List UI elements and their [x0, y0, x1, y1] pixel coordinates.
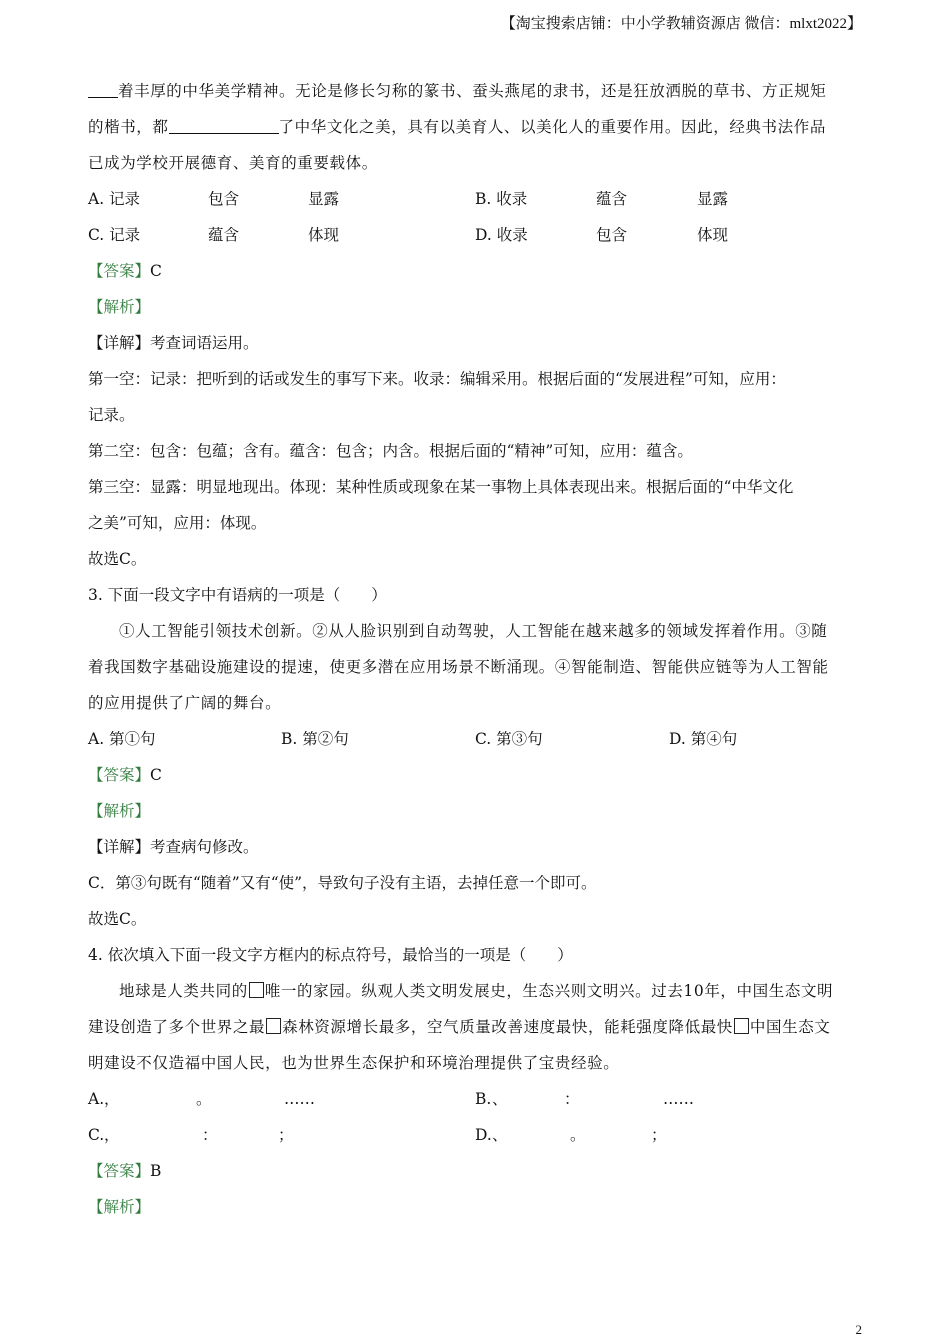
option-word: 包含	[208, 190, 240, 208]
page-number: 2	[855, 1322, 862, 1337]
q2-answer	[88, 256, 862, 292]
q4-option-row	[88, 1120, 862, 1156]
answer-tag: 【答案】	[88, 1162, 151, 1180]
q2-option-a: A. 记录	[88, 190, 141, 208]
option-mark: 。	[196, 1090, 212, 1108]
analysis-tag: 【解析】	[88, 298, 151, 316]
option-mark: ：	[202, 1126, 218, 1144]
punctuation-box	[734, 1018, 749, 1034]
q3-option-d: D. 第④句	[669, 730, 738, 748]
q2-explanation-1: 第一空：记录：把听到的话或发生的事写下来。收录：编辑采用。根据后面的“发展进程”可知，应用：	[88, 370, 786, 388]
q2-text-line-3: 已成为学校开展德育、美育的重要载体。	[88, 154, 378, 172]
option-word: 包含	[596, 226, 628, 244]
q3-option-a: A. 第①句	[88, 730, 156, 748]
q2-option-b: B. 收录	[475, 190, 528, 208]
page-header: 【淘宝搜索店铺：中小学教辅资源店 微信：mlxt2022】	[500, 16, 862, 32]
option-mark: 、	[492, 1126, 508, 1144]
q2-explanation-1-cont: 记录。	[88, 406, 135, 424]
q2-explanation-2: 第二空：包含：包蕴；含有。蕴含：包含；内含。根据后面的“精神”可知，应用：蕴含。	[88, 442, 693, 460]
option-word: 显露	[308, 190, 340, 208]
q2-analysis-tag	[88, 292, 862, 328]
q4-passage-line-3: 明建设不仅造福中国人民，也为世界生态保护和环境治理提供了宝贵经验。	[88, 1054, 620, 1072]
q2-text-line-2: 的楷书，都 了中华文化之美，具有以美育人、以美化人的重要作用。因此，经典书法作品	[88, 112, 862, 148]
q3-option-b: B. 第②句	[281, 730, 349, 748]
option-mark: ……	[663, 1090, 694, 1108]
option-mark: ；	[651, 1126, 667, 1144]
option-word: 蕴含	[596, 190, 628, 208]
detail-tag: 【详解】	[88, 334, 151, 352]
q2-option-d: D. 收录	[475, 226, 528, 244]
punctuation-box	[249, 982, 264, 998]
q4-analysis-tag	[88, 1192, 862, 1228]
q2-option-c: C. 记录	[88, 226, 141, 244]
q2-explanation-3: 第三空：显露：明显地现出。体现：某种性质或现象在某一事物上具体表现出来。根据后面的“中华文化	[88, 478, 794, 496]
q4-option-a: A.	[88, 1090, 105, 1108]
q2-option-row	[88, 220, 862, 256]
q4-stem: 4. 依次填入下面一段文字方框内的标点符号，最恰当的一项是（ ）	[88, 946, 573, 964]
q3-stem: 3. 下面一段文字中有语病的一项是（ ）	[88, 586, 387, 604]
option-mark: ，	[104, 1126, 120, 1144]
analysis-tag: 【解析】	[88, 1198, 151, 1216]
q2-detail	[88, 328, 862, 364]
analysis-tag: 【解析】	[88, 802, 151, 820]
answer-value: B	[150, 1162, 162, 1180]
q3-conclusion: 故选C。	[88, 910, 147, 928]
q4-answer	[88, 1156, 862, 1192]
q3-option-c: C. 第③句	[475, 730, 543, 748]
q2-conclusion: 故选C。	[88, 550, 147, 568]
answer-value: C	[150, 262, 162, 280]
option-word: 体现	[697, 226, 729, 244]
option-mark: 、	[492, 1090, 508, 1108]
option-word: 蕴含	[208, 226, 240, 244]
q3-option-row	[88, 724, 862, 760]
q3-passage-line-2: 着我国数字基础设施建设的提速，使更多潜在应用场景不断涌现。④智能制造、智能供应链等为人工智能	[88, 658, 829, 676]
q2-explanation-3-cont: 之美”可知，应用：体现。	[88, 514, 267, 532]
q4-option-c: C.	[88, 1126, 105, 1144]
q4-option-row	[88, 1084, 862, 1120]
option-mark: ，	[104, 1090, 120, 1108]
q3-analysis-tag	[88, 796, 862, 832]
q4-option-d: D.	[475, 1126, 492, 1144]
q4-option-b: B.	[475, 1090, 492, 1108]
answer-tag: 【答案】	[88, 766, 151, 784]
option-mark: ；	[278, 1126, 294, 1144]
punctuation-box	[266, 1018, 281, 1034]
fill-blank	[88, 79, 118, 98]
document-body	[88, 76, 862, 1228]
detail-text: 考查词语运用。	[150, 334, 259, 352]
q4-passage-line-1: 地球是人类共同的 唯一的家园。纵观人类文明发展史，生态兴则文明兴。过去10年，中国生态文明	[119, 982, 834, 1000]
q4-passage-line-2: 建设创造了多个世界之最 森林资源增长最多，空气质量改善速度最快，能耗强度降低最快 中国生态文	[88, 1018, 831, 1036]
q2-text-line-1: 着丰厚的中华美学精神。无论是修长匀称的篆书、蚕头燕尾的隶书，还是狂放洒脱的草书、方正规矩	[88, 76, 862, 112]
q3-passage-line-3: 的应用提供了广阔的舞台。	[88, 694, 282, 712]
option-mark: ……	[284, 1090, 315, 1108]
q3-explanation-1: C．第③句既有“随着”又有“使”，导致句子没有主语，去掉任意一个即可。	[88, 874, 597, 892]
fill-blank	[169, 115, 279, 134]
detail-tag: 【详解】	[88, 838, 151, 856]
q2-option-row	[88, 184, 862, 220]
q3-passage-line-1: ①人工智能引领技术创新。②从人脸识别到自动驾驶，人工智能在越来越多的领域发挥着作用。③随	[119, 622, 828, 640]
answer-value: C	[150, 766, 162, 784]
q3-answer	[88, 760, 862, 796]
option-mark: 。	[570, 1126, 586, 1144]
option-word: 体现	[308, 226, 340, 244]
detail-text: 考查病句修改。	[150, 838, 259, 856]
q3-detail	[88, 832, 862, 868]
option-word: 显露	[697, 190, 729, 208]
answer-tag: 【答案】	[88, 262, 151, 280]
option-mark: ：	[564, 1090, 580, 1108]
